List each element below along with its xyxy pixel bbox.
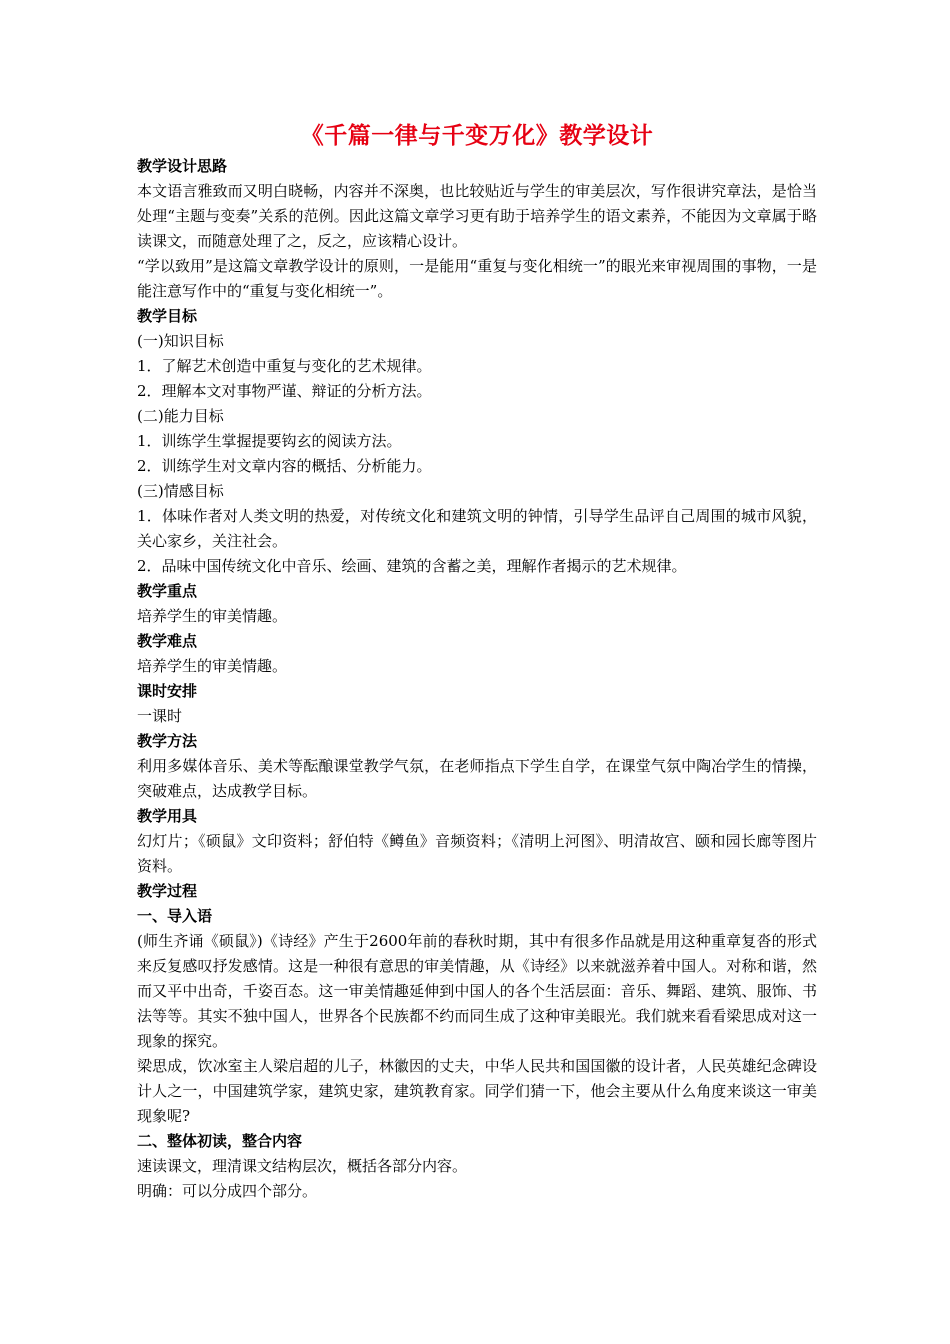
paragraph: “学以致用”是这篇文章教学设计的原则，一是能用“重复与变化相统一”的眼光来审视周围的事物，一是能注意写作中的“重复与变化相统一”。 <box>137 257 817 300</box>
paragraph: 梁思成，饮冰室主人梁启超的儿子，林徽因的丈夫，中华人民共和国国徽的设计者，人民英雄纪念碑设计人之一，中国建筑学家，建筑史家，建筑教育家。同学们猜一下，他会主要从什么角度来谈这一审美现象呢? <box>137 1057 817 1125</box>
paragraph: 一课时 <box>137 707 183 725</box>
section-heading: 教学目标 <box>137 307 198 325</box>
paragraph: 2．训练学生对文章内容的概括、分析能力。 <box>137 457 432 475</box>
paragraph: (三)情感目标 <box>137 482 224 500</box>
paragraph: 2．理解本文对事物严谨、辩证的分析方法。 <box>137 382 432 400</box>
section-heading: 教学用具 <box>137 807 198 825</box>
paragraph: 1．了解艺术创造中重复与变化的艺术规律。 <box>137 357 432 375</box>
section-heading: 教学难点 <box>137 632 198 650</box>
paragraph: 培养学生的审美情趣。 <box>137 657 288 675</box>
paragraph: 明确：可以分成四个部分。 <box>137 1182 318 1200</box>
paragraph: 1．体味作者对人类文明的热爱，对传统文化和建筑文明的钟情，引导学生品评自己周围的城市风貌，关心家乡，关注社会。 <box>137 507 817 550</box>
section-heading: 教学设计思路 <box>137 157 228 175</box>
section-heading: 课时安排 <box>137 682 198 700</box>
paragraph: (师生齐诵《硕鼠》)《诗经》产生于2600年前的春秋时期，其中有很多作品就是用这种重章复沓的形式来反复感叹抒发感情。这是一种很有意思的审美情趣，从《诗经》以来就滋养着中国人。对称和谐，然而又平中出奇，千姿百态。这一审美情趣延伸到中国人的各个生活层面：音乐、舞蹈、建筑、服饰、书法等等。其实不独中国人，世界各个民族都不约而同生成了这种审美眼光。我们就来看看梁思成对这一现象的探究。 <box>137 932 817 1050</box>
section-heading: 教学重点 <box>137 582 198 600</box>
paragraph: 2．品味中国传统文化中音乐、绘画、建筑的含蓄之美，理解作者揭示的艺术规律。 <box>137 557 687 575</box>
section-heading: 一、导入语 <box>137 907 213 925</box>
paragraph: 培养学生的审美情趣。 <box>137 607 288 625</box>
paragraph: 幻灯片；《硕鼠》文印资料；舒伯特《鳟鱼》音频资料；《清明上河图》、明清故宫、颐和园长廊等图片资料。 <box>137 832 817 875</box>
section-heading: 教学方法 <box>137 732 198 750</box>
document-page <box>137 118 817 1204</box>
paragraph: 本文语言雅致而又明白晓畅，内容并不深奥，也比较贴近与学生的审美层次，写作很讲究章法，是恰当处理“主题与变奏”关系的范例。因此这篇文章学习更有助于培养学生的语文素养，不能因为文章属于略读课文，而随意处理了之，反之，应该精心设计。 <box>137 182 817 250</box>
section-heading: 二、整体初读，整合内容 <box>137 1132 303 1150</box>
paragraph: 利用多媒体音乐、美术等酝酿课堂教学气氛，在老师指点下学生自学，在课堂气氛中陶冶学生的情操，突破难点，达成教学目标。 <box>137 757 817 800</box>
document-body <box>137 154 817 1204</box>
paragraph: (一)知识目标 <box>137 332 224 350</box>
document-title: 《千篇一律与千变万化》教学设计 <box>300 122 654 149</box>
paragraph: 速读课文，理清课文结构层次，概括各部分内容。 <box>137 1157 468 1175</box>
paragraph: (二)能力目标 <box>137 407 224 425</box>
paragraph: 1．训练学生掌握提要钩玄的阅读方法。 <box>137 432 402 450</box>
section-heading: 教学过程 <box>137 882 198 900</box>
